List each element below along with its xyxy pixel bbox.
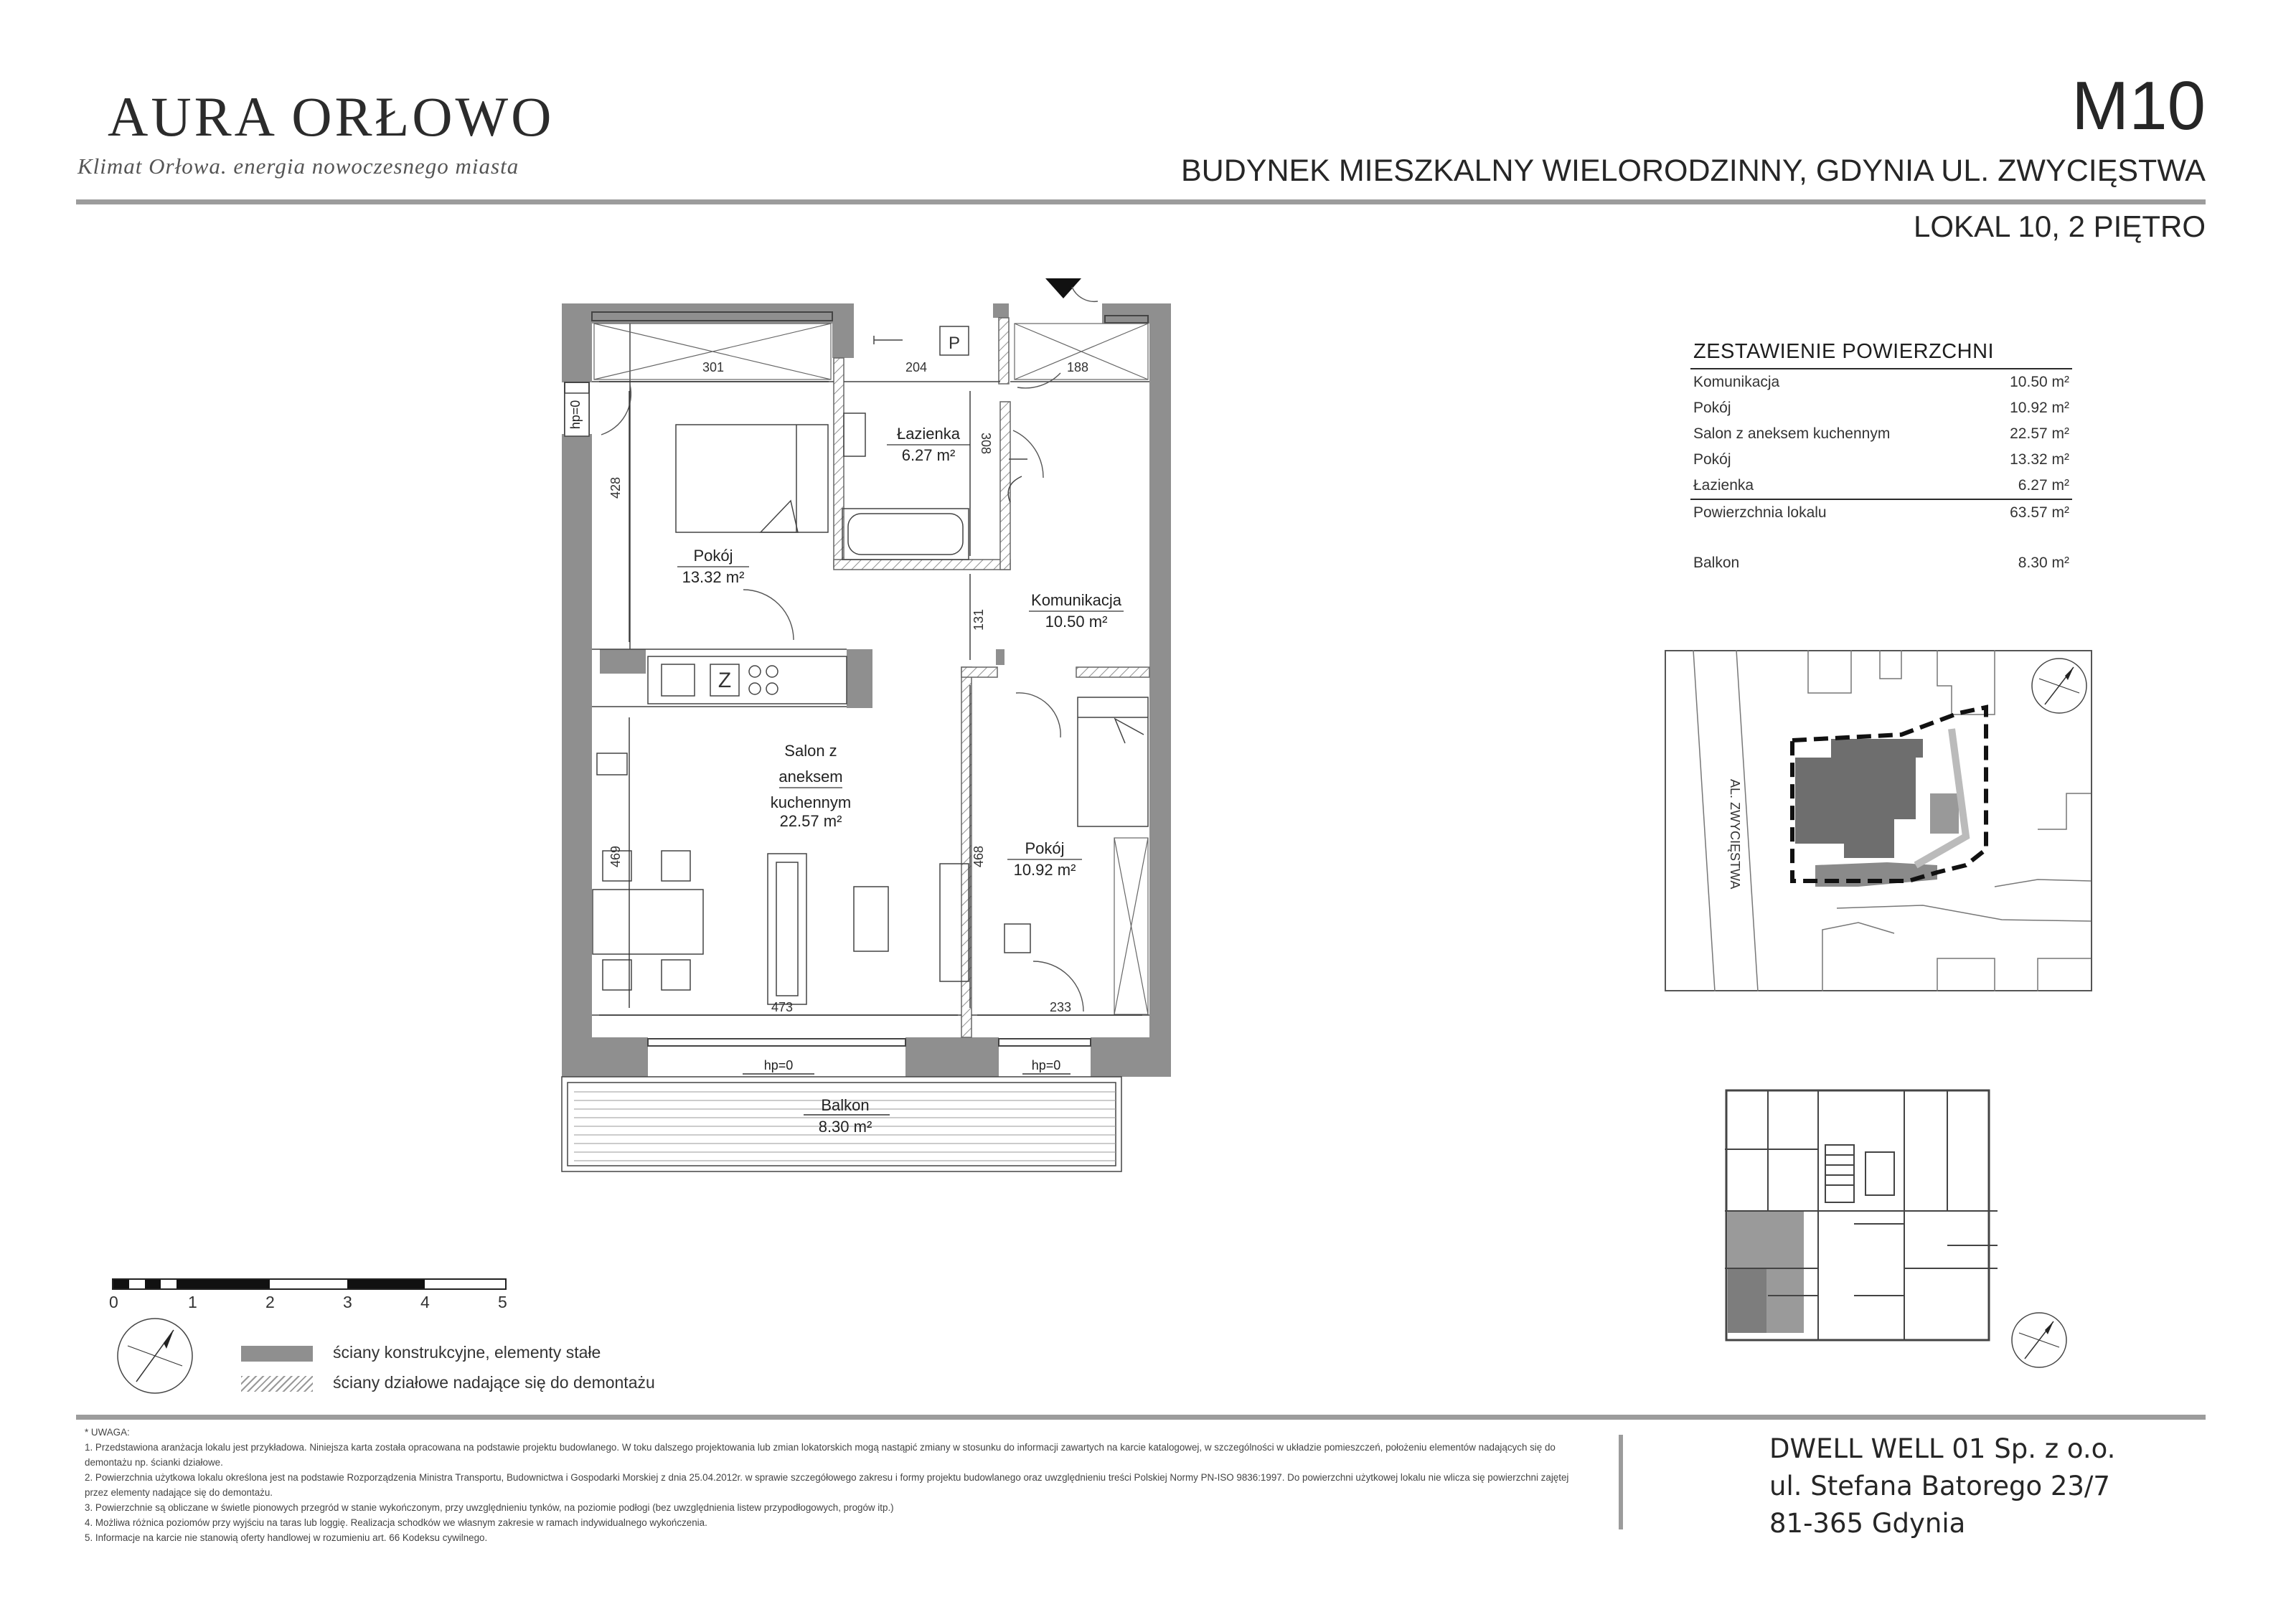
table-row: Łazienka 6.27 m² <box>1693 477 2069 494</box>
room-area-salon: 22.57 m² <box>779 812 842 830</box>
table-row-balcony: Balkon 8.30 m² <box>1693 555 2069 571</box>
company-city: 81-365 Gdynia <box>1769 1508 1966 1539</box>
legend-partition: ściany działowe nadające się do demontażu <box>333 1373 655 1392</box>
company-street: ul. Stefana Batorego 23/7 <box>1769 1471 2110 1501</box>
level-mark-left: hp=0 <box>568 400 583 430</box>
table-row: Komunikacja 10.50 m² <box>1693 374 2069 390</box>
room-area-pokoj-b: 10.92 m² <box>1013 861 1076 879</box>
unit-code: M10 <box>2071 67 2206 144</box>
washer-label: P <box>948 334 961 353</box>
legend-structural: ściany konstrukcyjne, elementy stałe <box>333 1343 601 1362</box>
dim-301: 301 <box>702 360 725 374</box>
company-address <box>1769 1430 2115 1542</box>
note-item: 5. Informacje na karcie nie stanowią oferty handlowej w rozumieniu art. 66 Kodeksu cywilnego. <box>85 1532 488 1543</box>
legend-swatch-partition <box>241 1376 313 1392</box>
unit-location: LOKAL 10, 2 PIĘTRO <box>1914 209 2206 243</box>
scale-bar <box>112 1278 507 1290</box>
disclaimer-notes <box>85 1425 1577 1545</box>
structural-walls <box>562 303 1171 1077</box>
street-label: AL. ZWYCIĘSTWA <box>1728 779 1742 890</box>
dim-428: 428 <box>608 476 623 499</box>
oven-label: Z <box>718 669 732 692</box>
furniture <box>593 425 1148 1004</box>
room-area-pokoj-a: 13.32 m² <box>682 568 745 586</box>
footer-separator <box>1619 1435 1623 1529</box>
table-row: Pokój 13.32 m² <box>1693 451 2069 468</box>
room-name-salon-2: aneksem <box>778 768 843 786</box>
dim-468: 468 <box>971 845 986 868</box>
legend-swatch-structural <box>241 1346 313 1362</box>
scale-label: 4 <box>420 1293 430 1311</box>
partition-walls <box>834 318 1149 1037</box>
dim-469: 469 <box>608 845 623 868</box>
north-arrow-icon <box>2009 1310 2069 1370</box>
room-area-lazienka: 6.27 m² <box>901 446 956 464</box>
north-arrow-icon <box>115 1316 195 1396</box>
note-item: 3. Powierzchnie są obliczane w świetle pionowych przegród w stanie wykończonym, przy uwzględnieniu tynków, na poziomie podłogi (bez uwzględnienia listew przypodłogowych, progów itp.) <box>85 1502 894 1513</box>
dim-308: 308 <box>979 432 993 455</box>
room-name-lazienka: Łazienka <box>896 425 961 443</box>
room-name-komunikacja: Komunikacja <box>1031 591 1121 609</box>
scale-label: 1 <box>188 1293 197 1311</box>
table-row: Salon z aneksem kuchennym 22.57 m² <box>1693 425 2069 442</box>
site-map <box>1665 650 2092 991</box>
dim-188: 188 <box>1066 360 1089 374</box>
dim-131: 131 <box>971 608 986 631</box>
brand-tagline: Klimat Orłowa. energia nowoczesnego miasta <box>77 154 519 179</box>
scale-label: 2 <box>265 1293 275 1311</box>
dim-233: 233 <box>1049 1000 1072 1014</box>
room-name-salon-3: kuchennym <box>770 793 852 811</box>
room-name-pokoj-b: Pokój <box>1025 839 1065 857</box>
company-name: DWELL WELL 01 Sp. z o.o. <box>1769 1433 2116 1464</box>
note-item: 1. Przedstawiona aranżacja lokalu jest przykładowa. Niniejsza karta została opracowana na podstawie projektu budowlanego. W toku dalszego projektowania lub zmian lokatorskich mogą nastąpić zmiany w stosunku do informacji zawartych na karcie katalogowej, w szczególności w układzie pomieszczeń, położeniu elementów nadających się do demontażu np. ścianki działowe. <box>85 1442 1556 1468</box>
notes-title: * UWAGA: <box>85 1427 130 1438</box>
floor-plan <box>552 273 1198 1191</box>
scale-label: 3 <box>343 1293 352 1311</box>
scale-label: 5 <box>498 1293 507 1311</box>
scale-label: 0 <box>109 1293 118 1311</box>
note-item: 2. Powierzchnia użytkowa lokalu określona jest na podstawie Rozporządzenia Ministra Transportu, Budownictwa i Gospodarki Morskiej z dnia 25.04.2012r. w sprawie szczegółowego zakresu i formy projektu budowlanego oraz uwzględnieniu treści Polskiej Normy PN-ISO 9836:1997. Do powierzchni użytkowej lokalu nie wlicza się powierzchni zajętej przez elementy nadające się do demontażu. <box>85 1472 1569 1498</box>
footer-divider <box>76 1415 2206 1420</box>
room-area-komunikacja: 10.50 m² <box>1045 613 1108 631</box>
area-summary-table <box>1690 337 2072 576</box>
note-item: 4. Możliwa różnica poziomów przy wyjściu na taras lub loggię. Realizacja schodków we własnym zakresie w ramach indywidualnego wykończenia. <box>85 1517 707 1528</box>
table-row: Pokój 10.92 m² <box>1693 400 2069 416</box>
building-title: BUDYNEK MIESZKALNY WIELORODZINNY, GDYNIA UL. ZWYCIĘSTWA <box>1180 154 2206 188</box>
level-mark-pokoj: hp=0 <box>1031 1058 1061 1072</box>
header-divider <box>76 199 2206 204</box>
room-name-pokoj-a: Pokój <box>693 547 733 565</box>
brand-logo-text: AURA ORŁOWO <box>108 85 555 148</box>
entrance-arrow-icon <box>1045 278 1081 298</box>
room-area-balkon: 8.30 m² <box>818 1118 872 1136</box>
level-mark-salon: hp=0 <box>763 1058 794 1072</box>
dim-473: 473 <box>771 1000 794 1014</box>
room-name-salon-1: Salon z <box>784 742 837 760</box>
table-row-total: Powierzchnia lokalu 63.57 m² <box>1690 499 2072 526</box>
room-name-balkon: Balkon <box>821 1096 870 1114</box>
key-plan <box>1725 1080 1998 1343</box>
dim-204: 204 <box>905 360 928 374</box>
area-table-title: ZESTAWIENIE POWIERZCHNI <box>1693 340 1995 363</box>
